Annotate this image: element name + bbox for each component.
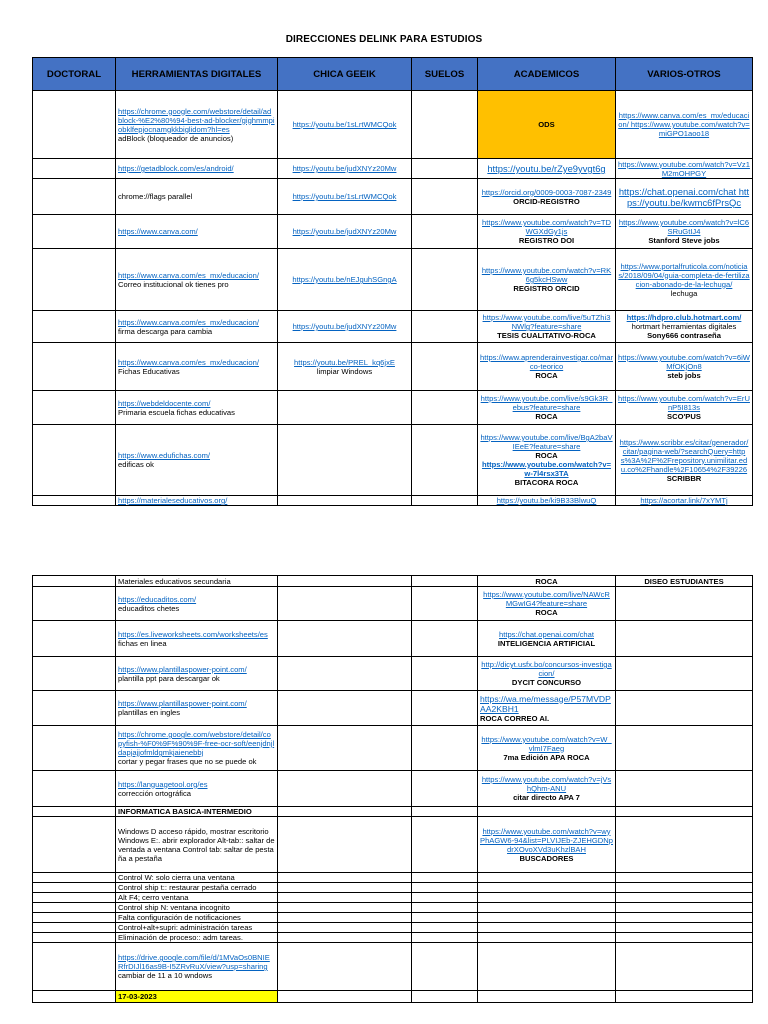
cell-label: steb jobs [667, 371, 701, 380]
youtube-link[interactable]: https://youtu.be/1sLrtWMCQok [292, 120, 397, 129]
cell-label: BITACORA ROCA [514, 478, 579, 487]
dicyt-link[interactable]: http://dicyt.usfx.bo/concursos-investigacion/ [481, 660, 612, 678]
youtube-link[interactable]: https://www.youtube.com/watch?v=6iWMfOKjOn8 [618, 353, 750, 371]
table-row [33, 159, 753, 179]
cell-note: limpiar Windows [316, 366, 373, 376]
youtube-link[interactable]: https://youtu.be/ki9B33BlwuQ [496, 496, 597, 505]
table-row [33, 215, 753, 249]
date-cell: 17-03-2023 [116, 991, 278, 1003]
header-chica-geeik: CHICA GEEIK [278, 58, 412, 91]
cell-label: ROCA [478, 576, 616, 587]
cell-note: firma descarga para cambia [118, 326, 213, 336]
languagetool-link[interactable]: https://languagetool.org/es [118, 779, 208, 789]
table-row [33, 893, 753, 903]
varios-cell [616, 91, 753, 159]
youtube-link[interactable]: https://www.youtube.com/watch?v=wyPhAGW6-94&list=PLVIJEb-ZJEHGDNpdrXOvoXVd3uKhzlBAH [480, 826, 614, 854]
youtube-link[interactable]: https://youtu.be/1sLrtWMCQok [292, 192, 397, 201]
table-row [33, 576, 753, 587]
section-heading: INFORMATICA BASICA-INTERMEDIO [116, 807, 278, 817]
cell-note: cortar y pegar frases que no se puede ok [118, 757, 257, 766]
youtube-link[interactable]: https://youtu.be/judXNYz20Mw [292, 322, 397, 331]
youtube-link[interactable]: https://youtu.be/judXNYz20Mw [292, 227, 397, 236]
youtube-link[interactable]: https://www.youtube.com/watch?v=TDWGXdGy1js [482, 218, 611, 236]
cell-label: Stanford Steve jobs [648, 236, 720, 245]
cell-label: REGISTRO DOI [518, 236, 575, 245]
header-academicos: ACADEMICOS [478, 58, 616, 91]
educaditos-link[interactable]: https://educaditos.com/ [118, 594, 197, 604]
cell-label: ROCA CORREO AI. [480, 713, 550, 723]
cell-label: ROCA [535, 412, 558, 421]
youtube-link[interactable]: https://youtu.be/rZye9yvgt6g [487, 163, 606, 174]
aprenderainvestigar-link[interactable]: https://www.aprenderainvestigar.co/marco-teorico [480, 353, 613, 371]
cell-note: hortmart herramientas digitales [631, 322, 737, 331]
shortcut-note: Falta configuración de notificaciones [116, 913, 278, 923]
youtube-link[interactable]: https://youtu.be/judXNYz20Mw [292, 164, 397, 173]
table-row [33, 873, 753, 883]
getadblock-link[interactable]: https://getadblock.com/es/android/ [118, 164, 234, 173]
table-row [33, 726, 753, 771]
portalfruticola-link[interactable]: https://www.portalfruticola.com/noticias/2018/09/04/guia-completa-de-fertilizacion-abonado-de-la-lechuga/ [618, 261, 750, 289]
cell-note: chrome://flags parallel [116, 179, 278, 215]
whatsapp-link[interactable]: https://wa.me/message/P57MVDPAA2KBH1 [480, 693, 611, 714]
table-row [33, 311, 753, 343]
links-table-bottom [32, 575, 753, 1003]
cell-note: plantilla ppt para descargar ok [118, 673, 220, 683]
youtube-link[interactable]: https://www.youtube.com/watch?v=W_vlmI7Faeg [481, 734, 612, 753]
table-row [33, 923, 753, 933]
cell-label: SCO'PUS [667, 412, 701, 421]
canva-edu-link[interactable]: https://www.canva.com/es_mx/educacion/ [118, 317, 259, 327]
table-row [33, 903, 753, 913]
cell-label: BUSCADORES [519, 853, 574, 863]
header-herramientas: HERRAMIENTAS DIGITALES [116, 58, 278, 91]
cell-note: lechuga [670, 288, 698, 298]
ods-cell: ODS [478, 91, 616, 159]
edufichas-link[interactable]: https://www.edufichas.com/ [118, 451, 211, 460]
cell-label: Sony666 contraseña [647, 331, 721, 340]
canva-edu-link[interactable]: https://www.canva.com/es_mx/educacion/ [118, 270, 259, 280]
cell-note: cambiar de 11 a 10 wndows [118, 971, 212, 980]
table-row [33, 933, 753, 943]
table-row [33, 657, 753, 691]
youtube-link[interactable]: https://www.youtube.com/watch?v=jVshQhm-ANU [481, 775, 612, 793]
cell-note: edificas ok [118, 460, 154, 469]
youtube-link[interactable]: https://youtu.be/nEJguhSGngA [292, 275, 397, 284]
cell-label: DYCIT CONCURSO [511, 678, 582, 687]
cell-label: ORCID-REGISTRO [513, 196, 580, 206]
canva-youtube-link[interactable]: https://www.canva.com/es_mx/educacion/ https://www.youtube.com/watch?v=miGPO1aoo18 [618, 111, 750, 138]
table-row [33, 807, 753, 817]
youtube-live-link[interactable]: https://www.youtube.com/live/NAWcRMGwIG4?feature=share [483, 590, 610, 608]
table-row [33, 771, 753, 807]
copyfish-link[interactable]: https://chrome.google.com/webstore/detail/copyfish-%F0%9F%90%9F-free-ocr-soft/eenjdnjldapjajjofmldgmkjaienebbj [118, 730, 275, 757]
cell-note: corrección ortográfica [118, 788, 192, 798]
cell-note: fichas en linea [118, 638, 167, 648]
table-row [33, 621, 753, 657]
table-row [33, 425, 753, 496]
youtube-link[interactable]: https://www.youtube.com/watch?v=w-7l4rsx3TA [481, 460, 612, 478]
google-drive-link[interactable]: https://drive.google.com/file/d/1MVaOs0BNIERfrDIJl16as9B-I5ZRvRuX/view?usp=sharing [118, 953, 270, 971]
adblock-link[interactable]: https://chrome.google.com/webstore/detail/adblock-%E2%80%94-best-ad-blocker/gighmmpiobklfepjocnamgkkbiglidom?hl=es [118, 106, 275, 134]
youtube-link[interactable]: https://www.youtube.com/watch?v=RK6g5kcHSww [481, 266, 612, 284]
plantillas-link[interactable]: https://www.plantillaspower-point.com/ [118, 664, 247, 674]
liveworksheets-link[interactable]: https://es.liveworksheets.com/worksheets/es [118, 629, 268, 639]
table-row [33, 496, 753, 506]
table-row [33, 943, 753, 991]
canva-edu-link[interactable]: https://www.canva.com/es_mx/educacion/ [118, 357, 259, 367]
youtube-live-link[interactable]: https://www.youtube.com/live/BgA2baVIEeE?feature=share [480, 433, 613, 451]
cell-label: REGISTRO ORCID [513, 284, 580, 293]
herramientas-cell [116, 91, 278, 159]
table-row [33, 587, 753, 621]
header-doctoral: DOCTORAL [33, 58, 116, 91]
shortcut-note: Eliminación de proceso:: adm tareas. [116, 933, 278, 943]
table-row [33, 343, 753, 391]
header-varios-otros: VARIOS-OTROS [616, 58, 753, 91]
header-suelos: SUELOS [412, 58, 478, 91]
cell-label: ROCA [535, 451, 558, 460]
table-row [33, 179, 753, 215]
table-row [33, 691, 753, 726]
header-row [33, 58, 753, 91]
materialeseducativos-link[interactable]: https://materialeseducativos.org/ [118, 496, 228, 505]
links-table-top [32, 57, 753, 506]
shortcut-note: Control W: solo cierra una ventana [116, 873, 278, 883]
cell-note: Correo institucional ok tienes pro [118, 279, 229, 289]
scribbr-link[interactable]: https://www.scribbr.es/citar/generador/citar/pagina-web/?searchQuery=https%3A%2F%2Frepository.unimilitar.edu.co%2Fhandle%2F10654%2F39226 [619, 437, 749, 474]
table-row [33, 913, 753, 923]
cell-note: educaditos chetes [118, 603, 180, 613]
cell-label: ROCA [535, 608, 558, 617]
cell-note: plantillas en ingles [118, 708, 181, 717]
table-row [33, 249, 753, 311]
youtube-live-link[interactable]: https://www.youtube.com/live/5uTZhi3NWlg?feature=share [482, 313, 611, 331]
cell-label: citar directo APA 7 [513, 793, 580, 802]
youtube-link[interactable]: https://youtu.be/PREL_kq6jxE [294, 357, 395, 367]
cell-label: DISEO ESTUDIANTES [616, 576, 753, 587]
youtube-link[interactable]: https://www.youtube.com/watch?v=lC6SRuGtIJ4 [618, 218, 750, 236]
cell-note: Materiales educativos secundaria [116, 576, 278, 587]
youtube-link[interactable]: https://www.youtube.com/watch?v=ErUnP5I813s [618, 394, 750, 412]
webdeldocente-link[interactable]: https://webdeldocente.com/ [118, 398, 211, 408]
suelos-cell [412, 91, 478, 159]
table-row [33, 91, 753, 159]
acortar-link[interactable]: https://acortar.link/7xYMTj [640, 496, 728, 505]
cell-label: SCRIBBR [666, 473, 702, 483]
youtube-live-link[interactable]: https://www.youtube.com/live/s9Gk3R_ebus?feature=share [480, 394, 613, 412]
youtube-link[interactable]: https://www.youtube.com/watch?v=Vz1M2mOHPGY [618, 159, 750, 178]
document-title: DIRECCIONES DELINK PARA ESTUDIOS [285, 34, 483, 45]
shortcut-note: Alt F4; cerro ventana [116, 893, 278, 903]
shortcut-note: Control+alt+supri: administración tareas [116, 923, 278, 933]
table-row [33, 391, 753, 425]
cell-label: INTELIGENCIA ARTIFICIAL [497, 638, 596, 648]
hotmart-link[interactable]: https://hdpro.club.hotmart.com/ [626, 313, 742, 322]
orcid-link[interactable]: https://orcid.org/0009-0003-7087-2349 [481, 187, 612, 197]
doctoral-cell [33, 91, 116, 159]
shortcut-note: Control ship t:: restaurar pestaña cerrado [116, 883, 278, 893]
chat-openai-link[interactable]: https://chat.openai.com/chat https://youtu.be/kwmc6fPrsQc [618, 185, 750, 208]
cell-note: Fichas Educativas [118, 366, 180, 376]
cell-note: Windows D acceso rápido, mostrar escritorio Windows E:. abrir explorador Alt-tab:: saltar de ventada a ventana Control tab: saltar de pestaña a pestaña [116, 817, 278, 873]
table-row [33, 817, 753, 873]
chica-cell [278, 91, 412, 159]
canva-link[interactable]: https://www.canva.com/ [118, 227, 198, 236]
cell-label: 7ma Edición APA ROCA [503, 752, 590, 762]
cell-note: adBlock (bloqueador de anuncios) [118, 133, 234, 143]
cell-label: ROCA [535, 371, 558, 380]
plantillas-link[interactable]: https://www.plantillaspower-point.com/ [118, 699, 247, 708]
chat-openai-link[interactable]: https://chat.openai.com/chat [499, 629, 594, 639]
table-row [33, 991, 753, 1003]
table-row [33, 883, 753, 893]
cell-note: Primaria escuela fichas educativas [118, 407, 235, 417]
shortcut-note: Control ship N: ventana incognito [116, 903, 278, 913]
cell-label: TESIS CUALITATIVO-ROCA [497, 331, 596, 340]
